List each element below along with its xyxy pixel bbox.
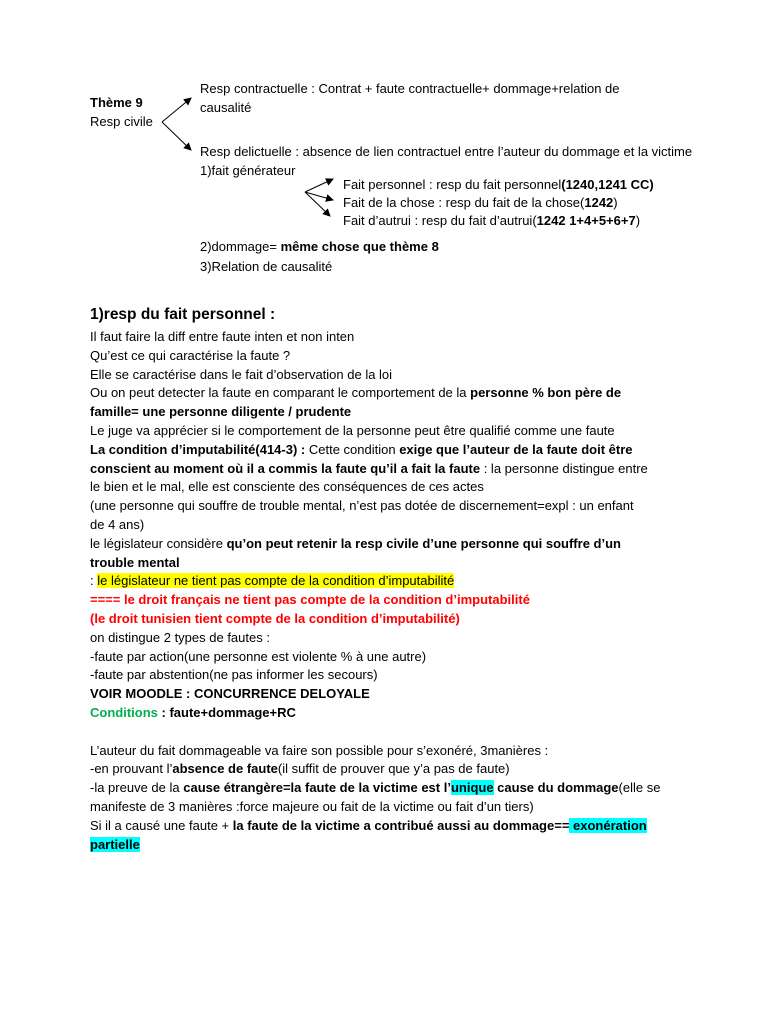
line-11: de 4 ans)	[90, 516, 145, 532]
fait-personnel: Fait personnel : resp du fait personnel(1240,1241 CC)	[343, 177, 654, 192]
highlight-cyan-exoneration: exonération	[569, 817, 647, 833]
line-7: La condition d’imputabilité(414-3) : Cette condition exige que l’auteur de la faute doit être	[90, 441, 633, 457]
highlight-cyan-partielle: partielle	[90, 836, 140, 852]
line-3: Elle se caractérise dans le fait d’observation de la loi	[90, 366, 393, 382]
arrow-contract	[162, 98, 191, 122]
line-17: on distingue 2 types de fautes :	[90, 629, 270, 645]
section-heading: 1)resp du fait personnel :	[90, 306, 276, 323]
line-19: -faute par abstention(ne pas informer les secours)	[90, 667, 378, 683]
line-5: famille= une personne diligente / prudente	[90, 404, 352, 420]
fait-chose: Fait de la chose : resp du fait de la chose(1242)	[343, 195, 618, 210]
line-26: Si il a causé une faute + la faute de la victime a contribué aussi au dommage== exonération	[90, 817, 647, 833]
line-16: (le droit tunisien tient compte de la condition d’imputabilité)	[90, 610, 460, 626]
line-25: manifeste de 3 manières :force majeure ou fait de la victime ou fait d’un tiers)	[90, 798, 534, 814]
line-4: Ou on peut detecter la faute en comparant le comportement de la personne % bon père de	[90, 385, 622, 401]
arrow-fait-personnel	[305, 179, 333, 192]
line-15: ==== le droit français ne tient pas compte de la condition d’imputabilité	[90, 592, 530, 608]
line-21: Conditions : faute+dommage+RC	[90, 704, 296, 720]
line-27	[90, 836, 690, 855]
line-9: le bien et le mal, elle est consciente des conséquences de ces actes	[90, 479, 484, 495]
contract-line: Resp contractuelle : Contrat + faute contractuelle+ dommage+relation de	[200, 81, 620, 96]
arrow-delict	[162, 122, 191, 150]
fait-autrui: Fait d’autrui : resp du fait d’autrui(1242 1+4+5+6+7)	[343, 213, 641, 228]
highlight-yellow: le législateur ne tient pas compte de la condition d’imputabilité	[97, 573, 455, 589]
fait-generateur: 1)fait générateur	[200, 163, 296, 178]
schema-arrows	[0, 0, 768, 300]
line-24: -la preuve de la cause étrangère=la faute de la victime est l’unique cause du dommage(elle se	[90, 780, 661, 796]
line-12: le législateur considère qu’on peut retenir la resp civile d’une personne qui souffre d’un	[90, 535, 621, 551]
section-body	[90, 328, 690, 854]
line-2: Qu’est ce qui caractérise la faute ?	[90, 347, 291, 363]
line-14: : le législateur ne tient pas compte de la condition d’imputabilité	[90, 573, 455, 589]
delict-line: Resp delictuelle : absence de lien contractuel entre l’auteur du dommage et la victime	[200, 144, 693, 159]
line-20: VOIR MOODLE : CONCURRENCE DELOYALE	[90, 686, 370, 702]
blank-line	[90, 723, 690, 742]
line-6: Le juge va apprécier si le comportement de la personne peut être qualifié comme une faute	[90, 422, 615, 438]
line-22: L’auteur du fait dommageable va faire son possible pour s’exonéré, 3manières :	[90, 742, 549, 758]
relation-line: 3)Relation de causalité	[200, 259, 333, 274]
line-18: -faute par action(une personne est violente % à une autre)	[90, 648, 427, 664]
dommage-line: 2)dommage= même chose que thème 8	[200, 239, 439, 254]
line-13: trouble mental	[90, 554, 180, 570]
highlight-cyan-unique: unique	[450, 780, 494, 796]
line-23: -en prouvant l’absence de faute(il suffit de prouver que y’a pas de faute)	[90, 761, 510, 777]
line-8: conscient au moment où il a commis la faute qu’il a fait la faute : la personne distingue entre	[90, 460, 648, 476]
line-1: Il faut faire la diff entre faute inten et non inten	[90, 329, 355, 344]
contract-line-2: causalité	[200, 100, 252, 115]
theme-title: Thème 9	[90, 95, 143, 110]
theme-subtitle: Resp civile	[90, 114, 153, 129]
line-10: (une personne qui souffre de trouble mental, n’est pas dotée de discernement=expl : un enfant	[90, 498, 634, 514]
